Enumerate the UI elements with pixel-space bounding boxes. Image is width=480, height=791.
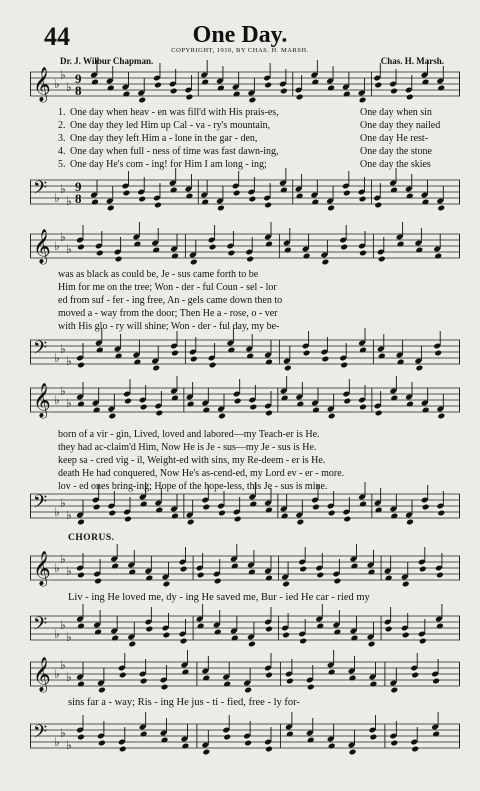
svg-text:𝄢: 𝄢 — [33, 492, 48, 517]
svg-text:♭: ♭ — [60, 658, 66, 672]
hymn-number: 44 — [44, 22, 70, 51]
verse-text-end: One day they nailed — [360, 120, 441, 131]
svg-text:♭: ♭ — [60, 68, 66, 82]
verse-text: One day they left Him a - lone in the gar - den, — [70, 133, 258, 144]
verse-text-end: One day when sin — [360, 107, 432, 118]
svg-text:♭: ♭ — [54, 239, 60, 253]
copyright-notice: COPYRIGHT, 1910, BY CHAS. H. MARSH. — [171, 47, 309, 54]
verse-text: One day when full - ness of time was fast dawn-ing, — [70, 146, 279, 157]
verse-4-line: death He had conquered, Now He's as-cend-ed, my Lord ev - er - more. — [58, 468, 345, 479]
verse-2-line — [58, 119, 442, 132]
svg-text:♭: ♭ — [66, 80, 72, 94]
verse-text: One day when heav - en was fill'd with His prais-es, — [70, 107, 279, 118]
music-credit: Chas. H. Marsh. — [380, 56, 444, 66]
verse-number: 2. — [58, 120, 66, 131]
svg-text:♭: ♭ — [60, 342, 66, 356]
verse-lyrics-line3 — [58, 428, 442, 493]
verse-5-line: lov - ed ones bring-ing; Hope of the hope-less, this Je - sus is mine. — [58, 481, 328, 492]
svg-text:𝄞: 𝄞 — [33, 67, 51, 102]
svg-text:♭: ♭ — [66, 194, 72, 208]
svg-text:𝄢: 𝄢 — [33, 178, 48, 203]
svg-text:8: 8 — [75, 191, 82, 206]
verse-1-line — [58, 106, 442, 119]
svg-text:♭: ♭ — [54, 351, 60, 365]
svg-text:𝄞: 𝄞 — [33, 657, 51, 692]
verse-text: One day they led Him up Cal - va - ry's mountain, — [70, 120, 271, 131]
music-staff-treble — [30, 64, 460, 108]
verse-3-line: ed from suf - fer - ing free, An - gels came down then to — [58, 295, 283, 306]
svg-text:♭: ♭ — [54, 505, 60, 519]
svg-text:𝄞: 𝄞 — [33, 551, 51, 586]
words-credit: Dr. J. Wilbur Chapman. — [60, 56, 154, 66]
svg-text:♭: ♭ — [60, 230, 66, 244]
verse-lyrics-line2 — [58, 268, 442, 333]
svg-text:♭: ♭ — [60, 726, 66, 740]
chorus-lyrics-line2: sins far a - way; Ris - ing He jus - ti - fied, free - ly for- — [68, 697, 300, 708]
svg-text:♭: ♭ — [60, 618, 66, 632]
svg-text:8: 8 — [75, 83, 82, 98]
verse-2-line: they had ac-claim'd Him, Now He is Je - sus—my Je - sus is He. — [58, 442, 317, 453]
svg-text:♭: ♭ — [54, 735, 60, 749]
verse-1-line: was as black as could be, Je - sus came forth to be — [58, 269, 259, 280]
music-staff-treble — [30, 226, 460, 270]
svg-text:𝄞: 𝄞 — [33, 383, 51, 418]
hymn-title: One Day. — [192, 22, 288, 48]
verse-text-end: One day the stone — [360, 146, 432, 157]
music-staff-treble — [30, 654, 460, 698]
svg-text:♭: ♭ — [66, 738, 72, 752]
verse-5-line — [58, 158, 442, 171]
verse-1-line: born of a vir - gin, Lived, loved and labored—my Teach-er is He. — [58, 429, 320, 440]
svg-text:♭: ♭ — [60, 384, 66, 398]
chorus-lyrics-line1: Liv - ing He loved me, dy - ing He saved me, Bur - ied He car - ried my — [68, 592, 370, 603]
svg-text:𝄢: 𝄢 — [33, 614, 48, 639]
svg-text:♭: ♭ — [66, 630, 72, 644]
verse-number: 3. — [58, 133, 66, 144]
svg-text:𝄢: 𝄢 — [33, 722, 48, 747]
verse-number: 1. — [58, 107, 66, 118]
verse-4-line: moved a - way from the door; Then He a - rose, o - ver — [58, 308, 278, 319]
svg-text:♭: ♭ — [54, 627, 60, 641]
verse-text-end: One day He rest- — [360, 133, 429, 144]
svg-text:9: 9 — [75, 71, 82, 86]
music-staff-treble — [30, 380, 460, 424]
verse-text-end: One day the skies — [360, 159, 431, 170]
svg-text:♭: ♭ — [66, 508, 72, 522]
verse-4-line — [58, 145, 442, 158]
svg-text:♭: ♭ — [60, 496, 66, 510]
svg-text:♭: ♭ — [54, 77, 60, 91]
svg-text:♭: ♭ — [54, 393, 60, 407]
verse-text: One day He's com - ing! for Him I am long - ing; — [70, 159, 267, 170]
verse-3-line — [58, 132, 442, 145]
svg-text:♭: ♭ — [66, 354, 72, 368]
music-staff-bass — [30, 486, 460, 530]
verse-number: 5. — [58, 159, 66, 170]
verse-3-line: keep sa - cred vig - il, Weight-ed with sins, my Re-deem - er is He. — [58, 455, 326, 466]
svg-text:♭: ♭ — [66, 670, 72, 684]
svg-text:♭: ♭ — [54, 191, 60, 205]
svg-text:♭: ♭ — [54, 561, 60, 575]
svg-text:𝄢: 𝄢 — [33, 338, 48, 363]
music-staff-bass — [30, 608, 460, 652]
verse-2-line: Him for me on the tree; Won - der - ful Coun - sel - lor — [58, 282, 277, 293]
music-staff-treble — [30, 548, 460, 592]
svg-text:9: 9 — [75, 179, 82, 194]
music-staff-bass — [30, 172, 460, 216]
chorus-label: CHORUS. — [68, 533, 115, 543]
verse-5-line: with His glo - ry will shine; Won - der - ful day, my be- — [58, 321, 280, 332]
svg-text:♭: ♭ — [66, 396, 72, 410]
svg-text:♭: ♭ — [54, 667, 60, 681]
music-staff-bass — [30, 716, 460, 760]
svg-text:♭: ♭ — [66, 564, 72, 578]
svg-text:♭: ♭ — [66, 242, 72, 256]
verse-number: 4. — [58, 146, 66, 157]
verse-lyrics-line1 — [58, 106, 442, 171]
svg-text:𝄞: 𝄞 — [33, 229, 51, 264]
svg-text:♭: ♭ — [60, 182, 66, 196]
music-staff-bass — [30, 332, 460, 376]
svg-text:♭: ♭ — [60, 552, 66, 566]
